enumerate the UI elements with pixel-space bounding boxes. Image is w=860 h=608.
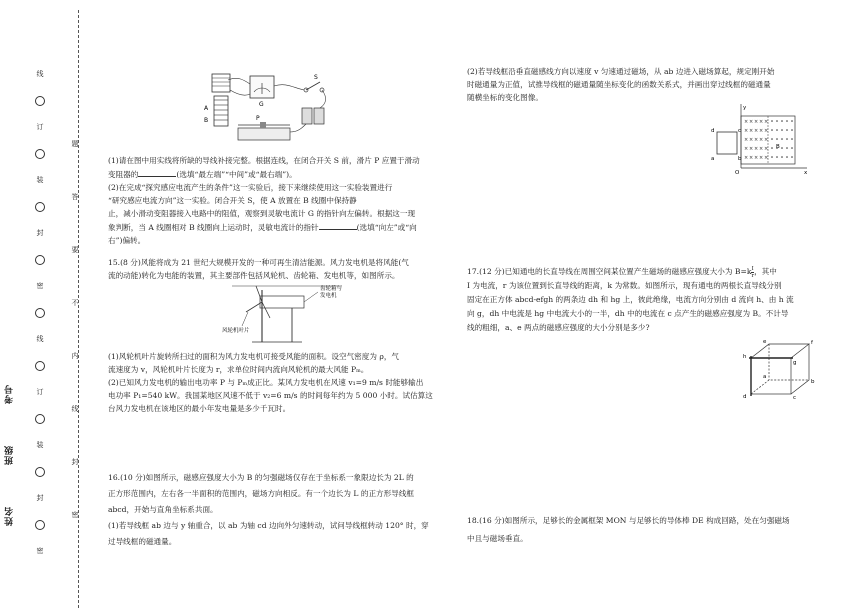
field-out-of-page-icon xyxy=(791,138,793,140)
vertex-g: g xyxy=(793,360,797,366)
field-out-of-page-icon xyxy=(771,147,773,149)
q15-heading: 15.(8 分)风能将成为 21 世纪大规模开发的一种可再生清洁能源。风力发电机是将风能(气 xyxy=(108,258,409,267)
field-into-page-icon: × xyxy=(759,146,764,152)
field-into-page-icon: × xyxy=(754,128,759,134)
field-into-page-icon: × xyxy=(744,146,749,152)
field-out-of-page-icon xyxy=(776,129,778,131)
corner-a: a xyxy=(711,156,715,162)
field-into-page-icon: × xyxy=(744,119,749,125)
inner-seal-word: 内 xyxy=(71,352,79,360)
vertex-c: c xyxy=(793,395,797,400)
q15-part1-line2: 流速度为 v，风轮机叶片长度为 r，求单位时间内流向风轮机的最大风能 Pₘ。 xyxy=(108,365,369,374)
q14-part2-line1: (2)在完成“探究感应电流产生的条件”这一实验后，接下来继续使用这一实验装置进行 xyxy=(108,183,393,192)
q16-heading: 16.(10 分)如图所示，磁感应强度大小为 B 的匀强磁场仅存在于坐标系一象限边长为 2L 的 xyxy=(108,473,414,482)
q18-line2: 中且与磁场垂直。 xyxy=(467,534,528,543)
question-16-part2 xyxy=(467,65,812,104)
field-out-of-page-icon xyxy=(771,120,773,122)
corner-b: b xyxy=(738,156,742,162)
q15-intro: 流的动能)转化为电能的装置，其主要部件包括风轮机、齿轮箱、发电机等，如图所示。 xyxy=(108,271,400,280)
field-into-page-icon: × xyxy=(749,128,754,134)
q14-part2-line2: “研究感应电流方向”这一实验。闭合开关 S，使 A 放置在 B 线圈中保持静 xyxy=(108,196,357,205)
vertex-e: e xyxy=(763,339,767,345)
q14-part2-line5: 右”)偏转。 xyxy=(108,236,146,245)
field-into-page-icon: × xyxy=(764,128,769,134)
field-out-of-page-icon xyxy=(786,156,788,158)
label-G: G xyxy=(259,101,264,108)
q15-part2-line2: 电功率 P₁=540 kW。我国某地区风速不低于 v₂=6 m/s 的时间每年约为 5 000 小时。试估算这 xyxy=(108,391,433,400)
question-15 xyxy=(108,256,453,282)
q14-apparatus-figure xyxy=(194,70,354,148)
question-15-parts xyxy=(108,350,453,415)
field-into-page-icon: × xyxy=(759,137,764,143)
seal-word: 订 xyxy=(36,388,44,396)
field-name: 姓名 xyxy=(5,506,15,526)
wind-turbine-figure xyxy=(222,282,372,346)
field-out-of-page-icon xyxy=(791,156,793,158)
q15-part2-line1: (2)已知风力发电机的输出电功率 P 与 Pₘ成正比。某风力发电机在风速 v₁=9 m/s 时能够输出 xyxy=(108,378,424,387)
q17-line3: 固定在正方体 abcd-efgh 的两条边 dh 和 hg 上，彼此绝缘，电流方向分别由 d 流向 h、由 h 流 xyxy=(467,295,794,304)
field-into-page-icon: × xyxy=(754,137,759,143)
binding-hole-icon xyxy=(35,202,45,212)
inner-seal-word: 答 xyxy=(71,193,79,201)
question-17 xyxy=(467,265,812,335)
q17-heading: 17.(12 分)已知通电的长直导线在周围空间某位置产生磁场的磁感应强度大小为 B=k xyxy=(467,267,752,276)
seal-word: 封 xyxy=(36,494,44,502)
field-out-of-page-icon xyxy=(781,138,783,140)
field-into-page-icon: × xyxy=(749,119,754,125)
q16-line2: 正方形范围内，左右各一半面积的范围内，磁场方向相反。有一个边长为 L 的正方形导线框 xyxy=(108,489,415,498)
origin-O: O xyxy=(735,170,740,174)
seal-word: 订 xyxy=(36,123,44,131)
answer-blank-2[interactable] xyxy=(319,220,357,230)
field-out-of-page-icon xyxy=(791,147,793,149)
field-out-of-page-icon xyxy=(791,120,793,122)
q16-part1-line2: 过导线框的磁通量。 xyxy=(108,537,177,546)
field-out-of-page-icon xyxy=(786,129,788,131)
question-16 xyxy=(108,470,453,550)
question-18 xyxy=(467,512,812,548)
field-into-page-icon: × xyxy=(764,155,769,161)
field-into-page-icon: × xyxy=(754,119,759,125)
field-into-page-icon: × xyxy=(754,155,759,161)
vertex-d: d xyxy=(743,394,747,400)
corner-c: c xyxy=(738,128,742,134)
vertex-f: f xyxy=(811,340,813,346)
label-S: S xyxy=(314,74,318,81)
q14-part1-line2b: (选填“最左端”“中间”或“最右端”)。 xyxy=(176,170,297,179)
magnetic-field-figure xyxy=(711,102,811,174)
field-out-of-page-icon xyxy=(781,156,783,158)
q17-line4: 向 g，dh 中电流是 hg 中电流大小的一半，dh 中的电流在 c 点产生的磁感应强度为 B。不计导 xyxy=(467,309,789,318)
field-out-of-page-icon xyxy=(771,129,773,131)
label-B: B xyxy=(204,117,209,124)
field-into-page-icon: × xyxy=(759,128,764,134)
label-P: P xyxy=(256,115,260,122)
q15-part1-line1: (1)风轮机叶片旋转所扫过的面积为风力发电机可接受风能的面积。设空气密度为 ρ，气 xyxy=(108,352,400,361)
field-into-page-icon: × xyxy=(764,137,769,143)
field-into-page-icon: × xyxy=(744,137,749,143)
field-into-page-icon: × xyxy=(764,119,769,125)
corner-d: d xyxy=(711,128,715,134)
field-out-of-page-icon xyxy=(776,156,778,158)
field-into-page-icon: × xyxy=(759,119,764,125)
binding-hole-icon xyxy=(35,96,45,106)
q17-line5: 线的粗细，a、e 两点的磁感应强度的大小分别是多少? xyxy=(467,323,650,332)
q15-part2-line3: 台风力发电机在该地区的最小年发电量是多少千瓦时。 xyxy=(108,404,291,413)
binding-hole-icon xyxy=(35,308,45,318)
inner-seal-word: 封 xyxy=(71,458,79,466)
vertex-h: h xyxy=(743,354,747,360)
field-out-of-page-icon xyxy=(786,147,788,149)
binding-hole-icon xyxy=(35,149,45,159)
q16-line3: abcd，开始与直角坐标系共面。 xyxy=(108,505,218,514)
field-into-page-icon: × xyxy=(744,155,749,161)
q16-part2-line1: (2)若导线框沿垂直磁感线方向以速度 v 匀速通过磁场，从 ab 边进入磁场算起，规定刚开始 xyxy=(467,67,775,76)
binding-hole-icon xyxy=(35,361,45,371)
seal-word: 封 xyxy=(36,229,44,237)
q14-part1-line1: (1)请在图中用实线将所缺的导线补接完整。根据连线，在闭合开关 S 前，滑片 P 应置于滑动 xyxy=(108,156,420,165)
axis-y: y xyxy=(743,105,747,111)
inner-seal-word: 要 xyxy=(71,246,79,254)
seal-word: 装 xyxy=(36,441,44,449)
seal-word: 密 xyxy=(36,547,44,555)
inner-seal-word: 不 xyxy=(71,299,79,307)
field-out-of-page-icon xyxy=(781,120,783,122)
field-out-of-page-icon xyxy=(786,120,788,122)
field-out-of-page-icon xyxy=(776,138,778,140)
binding-hole-icon xyxy=(35,467,45,477)
vertex-a: a xyxy=(763,374,767,380)
q14-part2-line3: 止，减小滑动变阻器接入电路中的阻值，观察到灵敏电流计 G 的指针向左偏转。根据这一现 xyxy=(108,209,416,218)
q14-part2-line4b: (选填“向左”或“向 xyxy=(356,223,417,232)
field-into-page-icon: × xyxy=(749,137,754,143)
binding-hole-icon xyxy=(35,414,45,424)
field-out-of-page-icon xyxy=(786,138,788,140)
field-into-page-icon: × xyxy=(749,146,754,152)
label-generator: 发电机 xyxy=(320,293,337,299)
q18-line1: 18.(16 分)如图所示，足够长的金属框架 MON 与足够长的导体棒 DE 构成回路，处在匀强磁场 xyxy=(467,516,790,525)
field-B-label: B xyxy=(776,144,780,150)
field-out-of-page-icon xyxy=(791,129,793,131)
binding-hole-icon xyxy=(35,520,45,530)
field-out-of-page-icon xyxy=(776,120,778,122)
field-out-of-page-icon xyxy=(781,129,783,131)
inner-seal-word: 密 xyxy=(71,511,79,519)
binding-margin xyxy=(0,0,92,608)
cube-figure xyxy=(743,338,823,400)
axis-x: x xyxy=(804,170,808,174)
inner-seal-word: 题 xyxy=(71,140,79,148)
q16-part2-line2: 时磁通量为正值，试推导线框的磁通量随坐标变化的函数关系式，并画出穿过线框的磁通量 xyxy=(467,80,771,89)
q16-part1-line1: (1)若导线框 ab 边与 y 轴重合，以 ab 为轴 cd 边向外匀速转动，试问导线框转动 120° 时，穿 xyxy=(108,521,429,530)
q17-line2: I 为电流，r 为该位置到长直导线的距离，k 为常数。如图所示，现有通电的两根长直导线分别 xyxy=(467,281,782,290)
fraction-I-over-r: $\frac{I}{r}$ xyxy=(751,265,755,279)
seal-word: 密 xyxy=(36,282,44,290)
label-A: A xyxy=(204,105,209,112)
q14-part2-line4a: 象判断，当 A 线圈相对 B 线圈向上运动时，灵敏电流计的指针 xyxy=(108,223,319,232)
field-class: 班级 xyxy=(5,445,15,465)
field-out-of-page-icon xyxy=(771,156,773,158)
field-out-of-page-icon xyxy=(781,147,783,149)
answer-blank-1[interactable] xyxy=(138,167,176,177)
field-into-page-icon: × xyxy=(764,146,769,152)
field-exam-number: 考号 xyxy=(5,384,15,404)
seal-word: 装 xyxy=(36,176,44,184)
label-gearbox: 齿轮箱与 xyxy=(320,286,343,292)
field-into-page-icon: × xyxy=(744,128,749,134)
field-out-of-page-icon xyxy=(771,138,773,140)
q14-part1-line2a: 变阻器的 xyxy=(108,170,139,179)
field-into-page-icon: × xyxy=(749,155,754,161)
question-14 xyxy=(108,154,453,247)
field-into-page-icon: × xyxy=(759,155,764,161)
label-blade: 风轮机叶片 xyxy=(222,328,250,334)
field-into-page-icon: × xyxy=(754,146,759,152)
q16-part2-line3: 随横坐标的变化图像。 xyxy=(467,93,543,102)
binding-hole-icon xyxy=(35,255,45,265)
vertex-b: b xyxy=(811,379,815,385)
seal-word: 线 xyxy=(36,70,44,78)
inner-seal-word: 线 xyxy=(71,405,79,413)
seal-word: 线 xyxy=(36,335,44,343)
q17-heading-tail: ，其中 xyxy=(754,267,777,276)
